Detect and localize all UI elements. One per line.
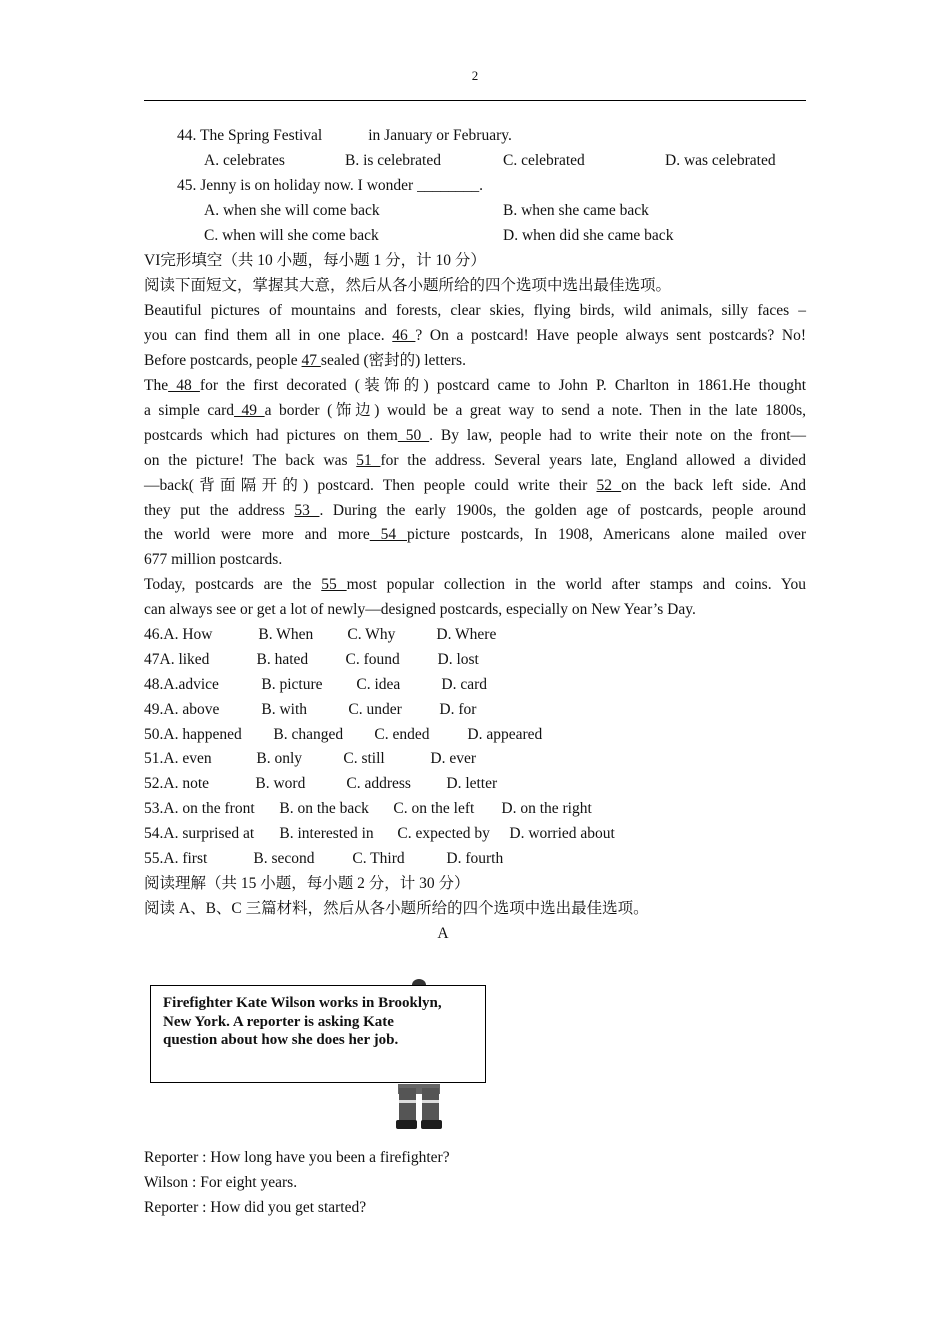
choice-row-53	[144, 799, 592, 819]
choice-number: 54.	[144, 825, 164, 842]
header-rule	[144, 100, 806, 101]
passage-text: . During the early 1900s, the golden age of postcards, people around	[319, 502, 807, 519]
choice-option: B. second	[253, 850, 315, 867]
choice-option: C. expected by	[397, 825, 490, 842]
blank-55: 55	[321, 576, 347, 593]
choice-option: C. Third	[352, 850, 405, 867]
choice-option: B. on the back	[279, 800, 369, 817]
choice-number: 52.	[144, 775, 164, 792]
choice-number: 49.	[144, 701, 164, 718]
choice-number: 47	[144, 651, 160, 668]
choice-option: B. changed	[273, 726, 344, 743]
question-44	[177, 126, 512, 146]
choice-option: C. under	[348, 701, 402, 718]
choice-option: A. surprised at	[163, 825, 255, 842]
passage-line	[144, 376, 806, 396]
choice-option: A.advice	[163, 676, 219, 693]
choice-option: D. for	[439, 701, 477, 718]
choice-number: 50.	[144, 726, 164, 743]
choice-option: A. above	[163, 701, 220, 718]
choice-row-47	[144, 650, 479, 670]
passage-text: for the address. Several years late, England allowed a divided	[380, 452, 807, 469]
reading-heading: 阅读理解（共 15 小题，每小题 2 分，计 30 分）	[144, 875, 470, 892]
choice-row-50	[144, 725, 542, 745]
intro-line: question about how she does her job.	[163, 1032, 399, 1048]
choice-row-55	[144, 849, 503, 869]
passage-line	[144, 501, 806, 521]
passage-line	[144, 575, 806, 595]
passage-text: The	[144, 377, 169, 394]
passage-text: on the picture! The back was	[144, 452, 348, 469]
passage-text: a simple card	[144, 402, 234, 419]
passage-line	[144, 426, 806, 446]
passage-line	[144, 326, 806, 346]
passage-line	[144, 476, 806, 496]
choice-option: B. only	[256, 750, 303, 767]
passage-text: most popular collection in the world after stamps and coins. You	[346, 576, 807, 593]
passage-text: —back(背面隔开的) postcard. Then people could write their	[144, 477, 588, 494]
q44-option-b: B. is celebrated	[345, 152, 441, 169]
passage-text: for the first decorated (装饰的) postcard came to John P. Charlton in 1861.He thought	[199, 377, 807, 394]
q44-stem-a: 44. The Spring Festival	[177, 127, 323, 144]
passage-line: can always see or get a lot of newly—designed postcards, especially on New Year’s Day.	[144, 601, 696, 618]
blank-53: 53	[294, 502, 320, 519]
choice-option: D. ever	[430, 750, 476, 767]
choice-row-46	[144, 625, 496, 645]
choice-option: C. idea	[356, 676, 401, 693]
section-label-a: A	[437, 925, 449, 942]
blank-51: 51	[356, 452, 381, 469]
passage-text: postcards which had pictures on them	[144, 427, 398, 444]
choice-option: B. hated	[256, 651, 309, 668]
choice-row-48	[144, 675, 487, 695]
choice-option: C. ended	[374, 726, 430, 743]
choice-option: A. liked	[159, 651, 210, 668]
passage-text: Today, postcards are the	[144, 576, 312, 593]
choice-option: D. on the right	[501, 800, 592, 817]
passage-text: . By law, people had to write their note on the front—	[429, 427, 807, 444]
q45-option-c: C. when will she come back	[204, 227, 379, 244]
choice-option: D. Where	[436, 626, 497, 643]
choice-option: A. note	[163, 775, 210, 792]
cloze-instruction: 阅读下面短文，掌握其大意，然后从各小题所给的四个选项中选出最佳选项。	[144, 277, 672, 294]
choice-option: C. found	[345, 651, 400, 668]
choice-option: A. How	[163, 626, 213, 643]
passage-text: you can find them all in one place.	[144, 327, 385, 344]
choice-number: 48.	[144, 676, 164, 693]
reading-instruction: 阅读 A、B、C 三篇材料，然后从各小题所给的四个选项中选出最佳选项。	[144, 900, 649, 917]
choice-option: C. on the left	[393, 800, 475, 817]
dialogue-line: Reporter : How did you get started?	[144, 1199, 367, 1216]
q45-option-b: B. when she came back	[503, 202, 649, 219]
passage-text: picture postcards, In 1908, Americans alone mailed over	[407, 526, 807, 543]
choice-row-52	[144, 774, 497, 794]
choice-option: A. happened	[163, 726, 242, 743]
dialogue-line: Reporter : How long have you been a firefighter?	[144, 1149, 450, 1166]
blank-50: 50	[397, 427, 430, 444]
choice-option: B. word	[255, 775, 306, 792]
choice-option: B. with	[261, 701, 308, 718]
passage-line	[144, 451, 806, 471]
choice-number: 53.	[144, 800, 164, 817]
page-number: 2	[471, 68, 479, 83]
choice-option: D. fourth	[446, 850, 504, 867]
intro-text-box	[150, 985, 486, 1083]
choice-row-51	[144, 749, 476, 769]
choice-option: D. lost	[437, 651, 479, 668]
blank-54: 54	[369, 526, 407, 543]
q45-option-a: A. when she will come back	[204, 202, 380, 219]
q45-option-d: D. when did she came back	[503, 227, 674, 244]
passage-text: the world were more and more	[144, 526, 370, 543]
choice-number: 55.	[144, 850, 164, 867]
passage-line	[144, 525, 806, 545]
choice-option: D. card	[441, 676, 487, 693]
blank-49: 49	[234, 402, 265, 419]
passage-text: they put the address	[144, 502, 285, 519]
choice-option: A. on the front	[163, 800, 255, 817]
blank-52: 52	[596, 477, 622, 494]
q45-stem: 45. Jenny is on holiday now. I wonder ________.	[177, 177, 483, 194]
choice-option: C. Why	[347, 626, 396, 643]
choice-option: A. even	[163, 750, 212, 767]
q44-option-c: C. celebrated	[503, 152, 585, 169]
passage-text: on the back left side. And	[621, 477, 807, 494]
blank-48: 48	[168, 377, 200, 394]
choice-row-54	[144, 824, 615, 844]
choice-option: D. worried about	[509, 825, 615, 842]
choice-row-49	[144, 700, 476, 720]
choice-option: B. interested in	[279, 825, 374, 842]
blank-46: 46	[392, 327, 416, 344]
passage-line: 677 million postcards.	[144, 551, 283, 568]
choice-number: 46.	[144, 626, 164, 643]
intro-line: New York. A reporter is asking Kate	[163, 1013, 394, 1030]
passage-line: Beautiful pictures of mountains and forests, clear skies, flying birds, wild animals, silly faces –	[144, 302, 806, 319]
passage-text: sealed (密封的) letters.	[320, 352, 466, 369]
q44-stem-b: in January or February.	[368, 127, 512, 144]
passage-line	[144, 401, 806, 421]
passage-text: Before postcards, people	[144, 352, 298, 369]
choice-number: 51.	[144, 750, 164, 767]
passage-line	[144, 351, 466, 371]
cloze-heading: VI完形填空（共 10 小题，每小题 1 分，计 10 分）	[144, 252, 486, 269]
choice-option: B. When	[258, 626, 314, 643]
choice-option: D. appeared	[467, 726, 543, 743]
choice-option: A. first	[163, 850, 208, 867]
passage-text: ? On a postcard! Have people always sent postcards? No!	[415, 327, 807, 344]
passage-text: a border (饰边) would be a great way to send a note. Then in the late 1800s,	[264, 402, 807, 419]
dialogue-line: Wilson : For eight years.	[144, 1174, 298, 1191]
blank-47: 47	[301, 352, 321, 369]
choice-option: B. picture	[261, 676, 323, 693]
choice-option: C. address	[346, 775, 411, 792]
intro-line: Firefighter Kate Wilson works in Brooklyn,	[163, 995, 442, 1011]
q44-option-a: A. celebrates	[204, 152, 285, 169]
choice-option: C. still	[343, 750, 385, 767]
choice-option: D. letter	[446, 775, 498, 792]
q44-option-d: D. was celebrated	[665, 152, 776, 169]
